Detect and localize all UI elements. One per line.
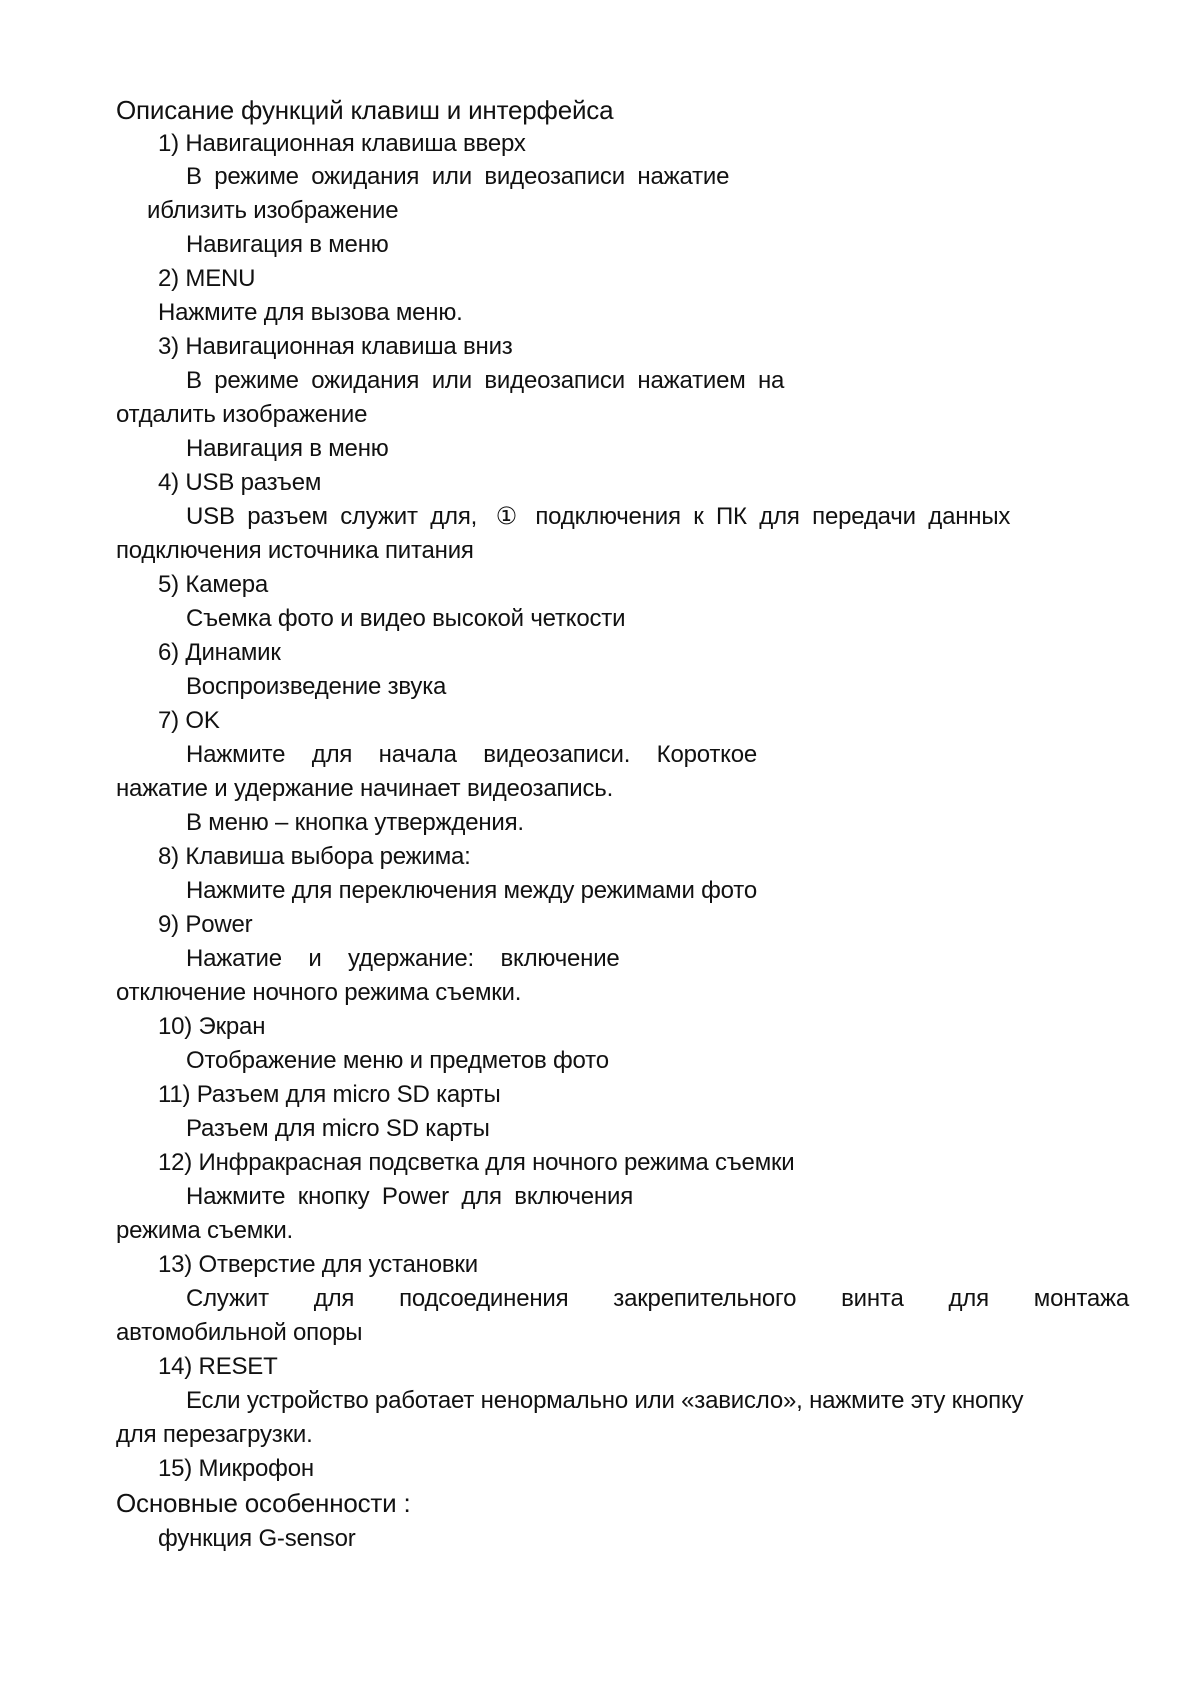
item-4-text: [186, 502, 1010, 532]
item-6-heading: 6) Динамик: [158, 639, 281, 666]
item-8-heading: 8) Клавиша выбора режима:: [158, 843, 471, 870]
item-6-text: Воспроизведение звука: [186, 673, 447, 700]
item-5-text: Съемка фото и видео высокой четкости: [186, 605, 626, 632]
item-9-heading: 9) Power: [158, 911, 253, 938]
item-14-heading: 14) RESET: [158, 1353, 278, 1380]
item-3-heading: 3) Навигационная клавиша вниз: [158, 333, 513, 360]
item-3-extra: Навигация в меню: [186, 435, 389, 462]
item-11-text: Разъем для micro SD карты: [186, 1115, 490, 1142]
item-14-text: Если устройство работает ненормально или «зависло», нажмите эту кнопку: [186, 1387, 1024, 1414]
features-title: Основные особенности :: [116, 1488, 411, 1518]
page-title: Описание функций клавиш и интерфейса: [116, 95, 614, 125]
item-14-wrap: для перезагрузки.: [116, 1421, 313, 1448]
item-4-text-b: подключения к ПК для передачи данных: [535, 503, 1011, 530]
item-2-heading: 2) MENU: [158, 265, 256, 292]
item-12-heading: 12) Инфракрасная подсветка для ночного режима съемки: [158, 1149, 795, 1176]
item-10-text: Отображение меню и предметов фото: [186, 1047, 609, 1074]
item-3-text: В режиме ожидания или видеозаписи нажатием на: [186, 367, 785, 394]
item-4-heading: 4) USB разъем: [158, 469, 322, 496]
item-11-heading: 11) Разъем для micro SD карты: [158, 1081, 501, 1108]
item-9-text: Нажатие и удержание: включение: [186, 945, 620, 972]
item-7-wrap: нажатие и удержание начинает видеозапись.: [116, 775, 614, 802]
item-2-text: Нажмите для вызова меню.: [158, 299, 463, 326]
item-10-heading: 10) Экран: [158, 1013, 266, 1040]
item-13-heading: 13) Отверстие для установки: [158, 1251, 478, 1278]
item-15-heading: 15) Микрофон: [158, 1455, 314, 1482]
item-1-extra: Навигация в меню: [186, 231, 389, 258]
item-4-wrap: подключения источника питания: [116, 537, 474, 564]
item-13-text: Служит для подсоединения закрепительного винта для монтажа: [186, 1285, 1129, 1312]
item-9-wrap: отключение ночного режима съемки.: [116, 979, 522, 1006]
item-8-text: Нажмите для переключения между режимами фото: [186, 877, 757, 904]
circled-one-icon: ①: [495, 503, 517, 530]
feature-item: функция G-sensor: [158, 1525, 356, 1552]
item-1-wrap: иблизить изображение: [147, 197, 399, 224]
item-7-heading: 7) OK: [158, 707, 220, 734]
item-13-wrap: автомобильной опоры: [116, 1319, 363, 1346]
item-7-text: Нажмите для начала видеозаписи. Короткое: [186, 741, 758, 768]
item-12-text: Нажмите кнопку Power для включения: [186, 1183, 633, 1210]
item-3-wrap: отдалить изображение: [116, 401, 368, 428]
item-1-text: В режиме ожидания или видеозаписи нажатие: [186, 163, 730, 190]
item-12-wrap: режима съемки.: [116, 1217, 294, 1244]
item-7-extra: В меню – кнопка утверждения.: [186, 809, 524, 836]
item-4-text-a: USB разъем служит для,: [186, 503, 478, 530]
item-5-heading: 5) Камера: [158, 571, 269, 598]
item-1-heading: 1) Навигационная клавиша вверх: [158, 130, 526, 157]
